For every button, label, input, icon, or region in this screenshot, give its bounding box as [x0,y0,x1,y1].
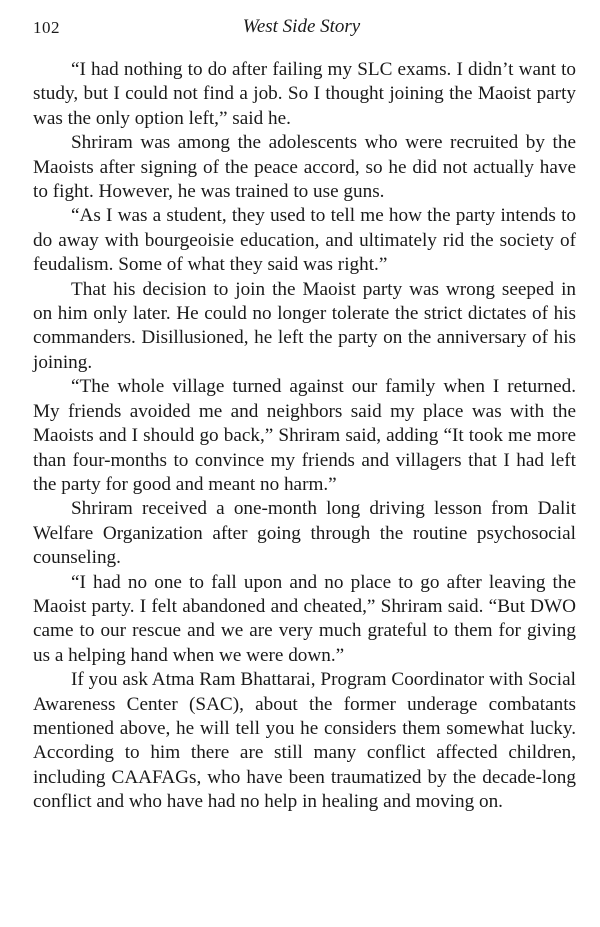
paragraph: Shriram was among the adolescents who were recruited by the Maoists after signing of the peace accord, so he did not actually have to fight. However, he was trained to use guns. [33,132,576,203]
paragraph: That his decision to join the Maoist party was wrong seeped in on him only later. He could no longer tolerate the strict dictates of his commanders. Disillusioned, he left the party on the anniversary of his joining. [33,278,576,373]
page-number: 102 [33,18,60,37]
paragraph: “As I was a student, they used to tell me how the party intends to do away with bourgeoisie education, and ultimately rid the society of feudalism. Some of what they said was right.” [33,205,576,276]
body-text [33,58,576,815]
page-header [33,14,570,40]
paragraph: If you ask Atma Ram Bhattarai, Program Coordinator with Social Awareness Center (SAC), about the former underage combatants mentioned above, he will tell you he considers them somewhat lucky. According to him there are still many conflict affected children, including CAAFAGs, who have been traumatized by the decade-long conflict and who have had no help in healing and moving on. [33,669,576,813]
running-title: West Side Story [242,16,361,37]
paragraph: “I had nothing to do after failing my SLC exams. I didn’t want to study, but I could not find a job. So I thought joining the Maoist party was the only option left,” said he. [33,59,576,129]
paragraph: “I had no one to fall upon and no place to go after leaving the Maoist party. I felt abandoned and cheated,” Shriram said. “But DWO came to our rescue and we are very much grateful to them for giving us a helping hand when we were down.” [33,571,576,666]
paragraph: “The whole village turned against our family when I returned. My friends avoided me and neighbors said my place was with the Maoists and I should go back,” Shriram said, adding “It took me more than four-months to convince my friends and villagers that I had left the party for good and meant no harm.” [33,376,576,495]
paragraph: Shriram received a one-month long driving lesson from Dalit Welfare Organization after going through the routine psychosocial counseling. [33,498,576,569]
